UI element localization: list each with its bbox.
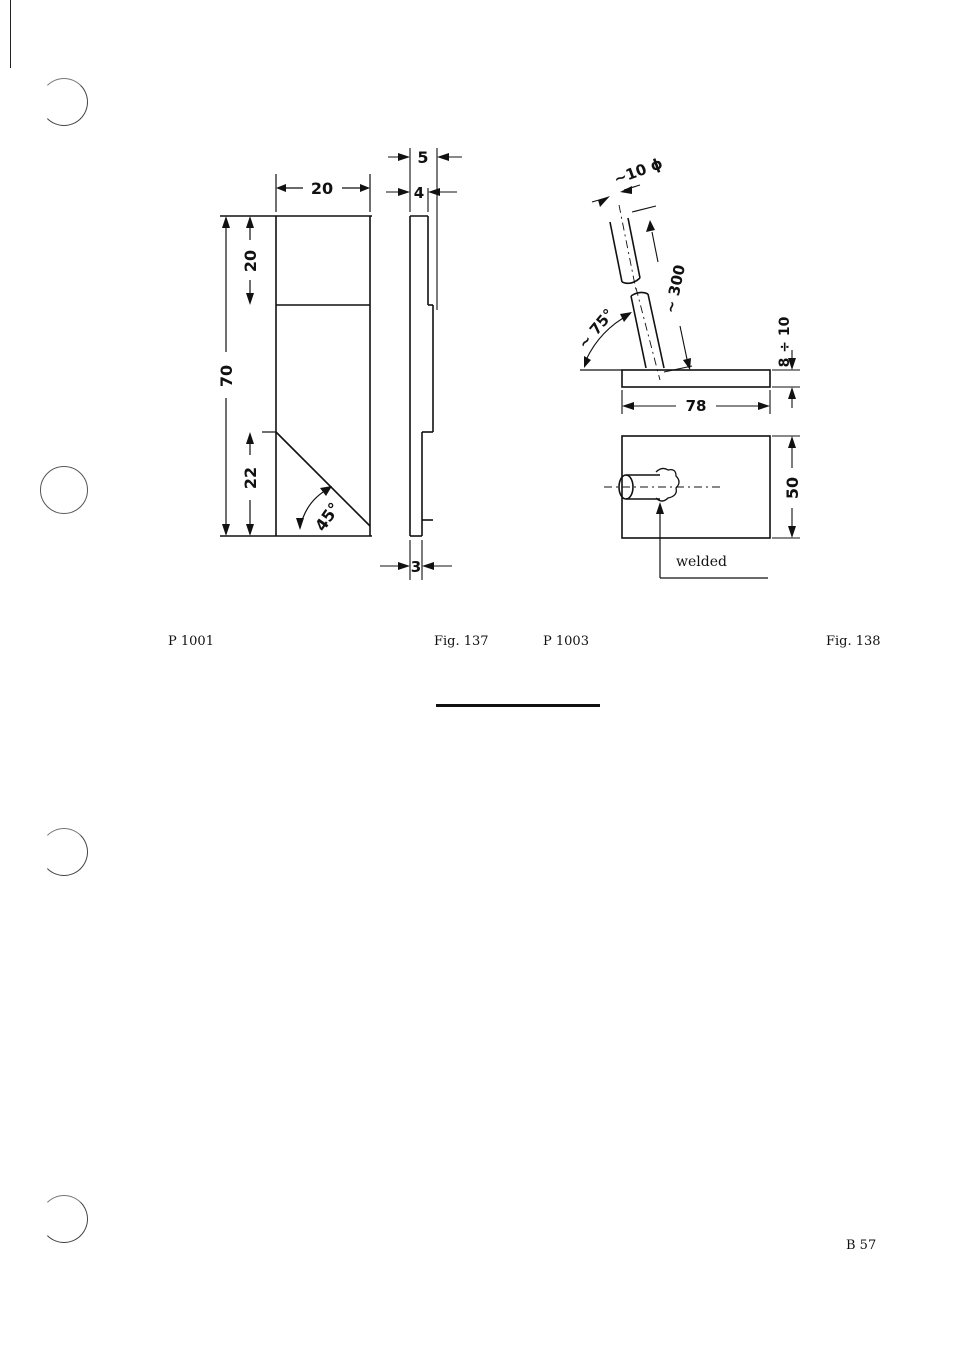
page-number: B 57 (846, 1238, 877, 1253)
section-divider (436, 704, 600, 707)
fig137-width-top-label: 20 (310, 179, 334, 198)
fig137-thickness-label: 5 (417, 148, 429, 167)
fig138-base-width-label: 78 (685, 397, 707, 415)
fig138-base-height-label: 8 ÷ 10 (777, 316, 793, 368)
fig138-length-label: ~ 300 (661, 263, 690, 315)
fig137-lower-height-label: 22 (241, 466, 260, 490)
fig138-caption: Fig. 138 (826, 634, 881, 649)
fig137-caption: Fig. 137 (434, 634, 489, 649)
fig138-diameter-label: ~10 ϕ (611, 154, 666, 189)
fig137-part-number: P 1001 (168, 634, 214, 649)
fig138-elevation (580, 185, 800, 414)
fig138-welded-label: welded (676, 554, 727, 570)
fig137-side-view (380, 148, 462, 580)
fig138-angle-label: ~ 75° (574, 305, 618, 353)
fig137-total-height-label: 70 (217, 364, 236, 388)
fig138-part-number: P 1003 (543, 634, 589, 649)
fig137-angle-label: 45° (311, 499, 344, 535)
fig138-plate-height-label: 50 (783, 476, 802, 500)
fig137-bottom-thickness-label: 3 (410, 558, 422, 576)
fig137-upper-height-label: 20 (241, 249, 260, 273)
fig137-step-label: 4 (413, 184, 425, 202)
